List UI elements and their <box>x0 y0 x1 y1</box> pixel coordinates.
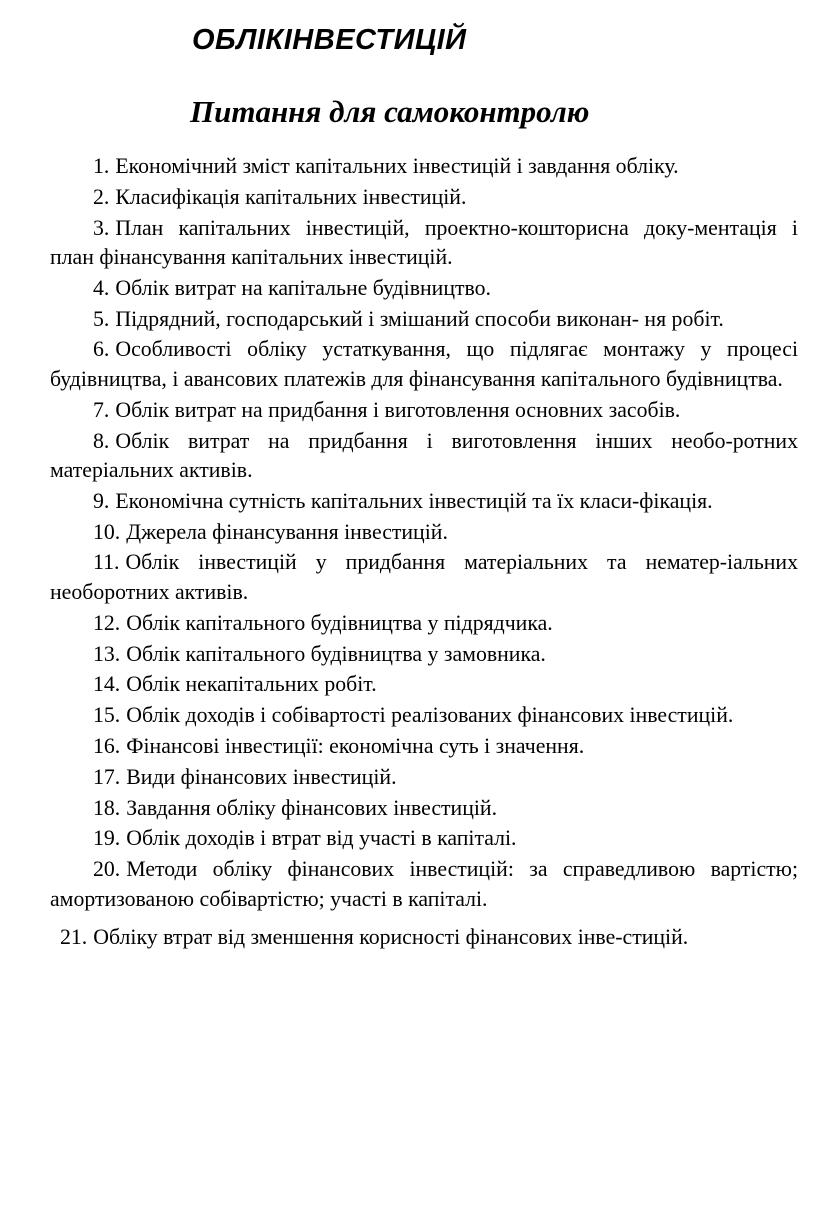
question-list <box>50 152 798 954</box>
item-number: 11. <box>93 550 120 575</box>
item-text: Методи обліку фінансових інвестицій: за справедливою вартістю; амортизованою собівартістю; участі в капіталі. <box>50 857 798 911</box>
item-text: Облік інвестицій у придбання матеріальних та нематер-іальних необоротних активів. <box>50 550 798 604</box>
item-number: 6. <box>93 337 110 362</box>
list-item <box>50 274 798 304</box>
list-item <box>50 855 798 914</box>
item-text: Облік витрат на придбання і виготовлення інших необо-ротних матеріальних активів. <box>50 428 798 483</box>
item-text: Облік доходів і втрат від участі в капіталі. <box>126 826 517 851</box>
item-text: Класифікація капітальних інвестицій. <box>115 184 467 209</box>
list-item <box>50 701 798 731</box>
item-number: 19. <box>93 826 121 851</box>
list-item <box>50 824 798 854</box>
item-number: 21. <box>60 925 88 950</box>
item-text: Облік доходів і собівартості реалізованих фінансових інвестицій. <box>126 703 734 728</box>
item-number: 7. <box>93 397 110 422</box>
item-number: 3. <box>93 215 110 240</box>
list-item <box>50 152 798 182</box>
item-number: 10. <box>93 519 121 544</box>
item-number: 14. <box>93 672 121 697</box>
list-item <box>50 427 798 486</box>
list-item <box>50 548 798 607</box>
item-number: 20. <box>93 857 121 882</box>
list-item <box>50 640 798 670</box>
item-text: Облік витрат на капітальне будівництво. <box>115 275 492 300</box>
item-number: 9. <box>93 488 110 513</box>
item-text: Облік витрат на придбання і виготовлення основних засобів. <box>115 397 681 422</box>
list-item <box>50 183 798 213</box>
list-item <box>50 335 798 394</box>
item-number: 5. <box>93 306 110 331</box>
item-text: Економічна сутність капітальних інвестицій та їх класи-фікація. <box>115 488 713 513</box>
item-text: Завдання обліку фінансових інвестицій. <box>126 795 498 820</box>
list-item <box>50 763 798 793</box>
section-subtitle: Питання для самоконтролю <box>190 94 590 129</box>
item-text: Облік некапітальних робіт. <box>126 672 377 697</box>
list-item <box>50 670 798 700</box>
item-number: 13. <box>93 641 121 666</box>
list-item <box>50 487 798 517</box>
item-number: 15. <box>93 703 121 728</box>
item-text: Джерела фінансування інвестицій. <box>126 519 448 544</box>
item-text: Підрядний, господарський і змішаний способи виконан- ня робіт. <box>115 306 724 331</box>
list-item <box>50 214 798 273</box>
list-item <box>50 518 798 548</box>
list-item <box>50 305 798 335</box>
item-number: 18. <box>93 795 121 820</box>
item-number: 17. <box>93 764 121 789</box>
item-text: Особливості обліку устаткування, що підлягає монтажу у процесі будівництва, і авансових платежів для фінансування капітального будівництва. <box>50 337 798 391</box>
list-item <box>50 923 798 953</box>
list-item <box>50 396 798 426</box>
list-item <box>50 732 798 762</box>
item-text: План капітальних інвестицій, проектно-кошторисна доку-ментація і план фінансування капітальних інвестицій. <box>50 215 798 270</box>
list-item <box>50 794 798 824</box>
item-number: 16. <box>93 733 121 758</box>
item-number: 8. <box>93 428 110 453</box>
item-number: 12. <box>93 610 121 635</box>
item-text: Фінансові інвестиції: економічна суть і значення. <box>126 733 585 758</box>
item-text: Обліку втрат від зменшення корисності фінансових інве-стицій. <box>93 925 689 950</box>
item-text: Економічний зміст капітальних інвестицій і завдання обліку. <box>115 154 679 178</box>
item-text: Облік капітального будівництва у підрядчика. <box>126 610 553 635</box>
item-number: 1. <box>93 154 110 178</box>
item-text: Види фінансових інвестицій. <box>126 764 397 789</box>
item-number: 4. <box>93 275 110 300</box>
item-text: Облік капітального будівництва у замовника. <box>126 641 546 666</box>
list-item <box>50 609 798 639</box>
item-number: 2. <box>93 184 110 209</box>
document-title: ОБЛІКІНВЕСТИЦІЙ <box>192 24 467 56</box>
